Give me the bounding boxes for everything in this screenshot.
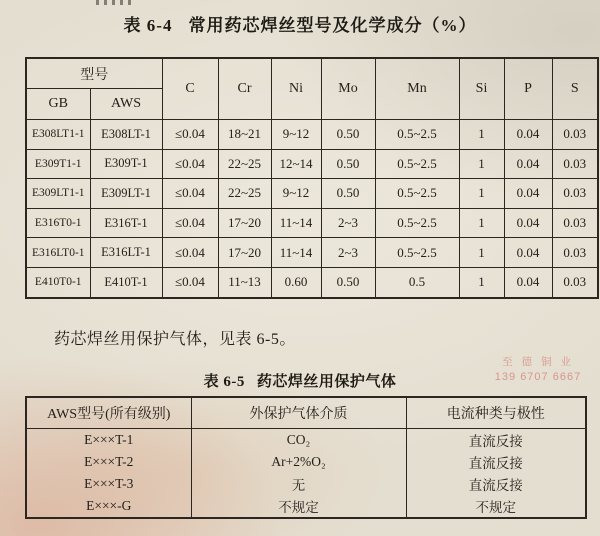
table-cell: 0.04 — [504, 120, 552, 150]
table-cell: 直流反接 — [406, 429, 586, 452]
table-cell: 0.03 — [552, 149, 598, 179]
table-cell: 22~25 — [218, 179, 271, 209]
table-cell: ≤0.04 — [162, 208, 218, 238]
table-cell: ≤0.04 — [162, 149, 218, 179]
table-cell: 0.03 — [552, 208, 598, 238]
element-header: Cr — [218, 58, 271, 120]
table-cell: 0.04 — [504, 149, 552, 179]
chemical-table-body — [26, 120, 598, 298]
table-cell: 0.50 — [321, 179, 375, 209]
table-6-5-title-label: 表 6-5 — [203, 374, 245, 390]
table-cell: ≤0.04 — [162, 179, 218, 209]
table-cell: E316T0-1 — [26, 208, 90, 238]
table-cell: E410T0-1 — [26, 267, 90, 297]
table-cell: 0.03 — [552, 179, 598, 209]
table-cell: E316T-1 — [90, 208, 162, 238]
body-paragraph: 药芯焊丝用保护气体，见表 6-5。 — [54, 331, 296, 348]
table-cell: 9~12 — [271, 179, 321, 209]
element-header: Si — [459, 58, 504, 120]
table-6-5-title-text: 药芯焊丝用保护气体 — [256, 374, 397, 390]
table-cell: E308LT-1 — [90, 120, 162, 150]
table-cell: 1 — [459, 238, 504, 268]
column-header: AWS型号(所有级别) — [26, 397, 191, 429]
table-cell: E316LT0-1 — [26, 238, 90, 268]
table-row — [26, 473, 586, 495]
element-header: S — [552, 58, 598, 120]
table-cell: 11~14 — [271, 238, 321, 268]
table-cell: 0.5~2.5 — [375, 120, 459, 150]
standard-header: GB — [26, 89, 90, 120]
element-header: C — [162, 58, 218, 120]
table-row — [26, 495, 586, 518]
table-cell: 不规定 — [406, 495, 586, 518]
table-cell: 不规定 — [191, 495, 406, 518]
table-cell: 2~3 — [321, 238, 375, 268]
table-cell: CO₂ — [191, 429, 406, 452]
table-cell: E410T-1 — [90, 267, 162, 297]
table-cell: E×××-G — [26, 495, 191, 518]
watermark-phone-number: 139 6707 6667 — [494, 371, 582, 383]
vendor-watermark-stamp — [478, 355, 598, 385]
table-cell: E309T-1 — [90, 149, 162, 179]
table-cell: E×××T-1 — [26, 429, 191, 452]
table-cell: 18~21 — [218, 120, 271, 150]
table-cell: 0.60 — [271, 267, 321, 297]
table-row — [26, 451, 586, 473]
element-header: Mo — [321, 58, 375, 120]
model-group-header: 型号 — [26, 58, 162, 89]
table-row — [26, 238, 598, 268]
table-cell: E×××T-2 — [26, 451, 191, 473]
header-row — [26, 58, 598, 89]
table-cell: 1 — [459, 179, 504, 209]
table-cell: 22~25 — [218, 149, 271, 179]
chemical-table-header — [26, 58, 598, 120]
table-6-4-title — [0, 11, 600, 36]
header-row — [26, 397, 586, 429]
table-cell: ≤0.04 — [162, 238, 218, 268]
table-cell: 0.50 — [321, 120, 375, 150]
table-cell: 0.04 — [504, 208, 552, 238]
table-row — [26, 179, 598, 209]
table-cell: 1 — [459, 208, 504, 238]
table-cell: 1 — [459, 149, 504, 179]
table-cell: 1 — [459, 120, 504, 150]
table-cell: 直流反接 — [406, 473, 586, 495]
table-cell: 0.5~2.5 — [375, 149, 459, 179]
element-header: Ni — [271, 58, 321, 120]
table-cell: 直流反接 — [406, 451, 586, 473]
table-cell: 1 — [459, 267, 504, 297]
table-row — [26, 149, 598, 179]
shielding-gas-table — [25, 396, 587, 519]
element-header: Mn — [375, 58, 459, 120]
table-cell: 0.50 — [321, 267, 375, 297]
table-cell: 12~14 — [271, 149, 321, 179]
table-row — [26, 429, 586, 452]
table-cell: E316LT-1 — [90, 238, 162, 268]
table-cell: ≤0.04 — [162, 120, 218, 150]
gas-table-body — [26, 429, 586, 519]
table-cell: E308LT1-1 — [26, 120, 90, 150]
column-header: 电流种类与极性 — [406, 397, 586, 429]
table-cell: 0.5~2.5 — [375, 238, 459, 268]
table-cell: 2~3 — [321, 208, 375, 238]
table-cell: 0.03 — [552, 238, 598, 268]
table-cell: 0.50 — [321, 149, 375, 179]
table-cell: E309T1-1 — [26, 149, 90, 179]
table-row — [26, 120, 598, 150]
table-cell: E×××T-3 — [26, 473, 191, 495]
table-cell: 0.5~2.5 — [375, 208, 459, 238]
table-cell: 0.03 — [552, 120, 598, 150]
column-header: 外保护气体介质 — [191, 397, 406, 429]
watermark-company-name: 至 德 铜 业 — [502, 356, 574, 368]
table-cell: E309LT-1 — [90, 179, 162, 209]
chemical-composition-table — [25, 57, 599, 299]
table-cell: 0.03 — [552, 267, 598, 297]
table-row — [26, 267, 598, 297]
element-header: P — [504, 58, 552, 120]
table-cell: 无 — [191, 473, 406, 495]
table-6-4-title-text: 常用药芯焊丝型号及化学成分（%） — [188, 16, 477, 35]
table-cell: 0.5 — [375, 267, 459, 297]
table-cell: Ar+2%O₂ — [191, 451, 406, 473]
table-cell: 0.04 — [504, 267, 552, 297]
table-cell: 11~14 — [271, 208, 321, 238]
gas-table-header — [26, 397, 586, 429]
page-crop-artifact — [96, 0, 136, 5]
table-6-4-title-label: 表 6-4 — [123, 16, 173, 35]
standard-header: AWS — [90, 89, 162, 120]
table-cell: 17~20 — [218, 238, 271, 268]
table-cell: 9~12 — [271, 120, 321, 150]
table-cell: 11~13 — [218, 267, 271, 297]
table-cell: 0.04 — [504, 238, 552, 268]
table-cell: 0.04 — [504, 179, 552, 209]
table-row — [26, 208, 598, 238]
table-cell: ≤0.04 — [162, 267, 218, 297]
table-cell: E309LT1-1 — [26, 179, 90, 209]
table-cell: 0.5~2.5 — [375, 179, 459, 209]
table-cell: 17~20 — [218, 208, 271, 238]
